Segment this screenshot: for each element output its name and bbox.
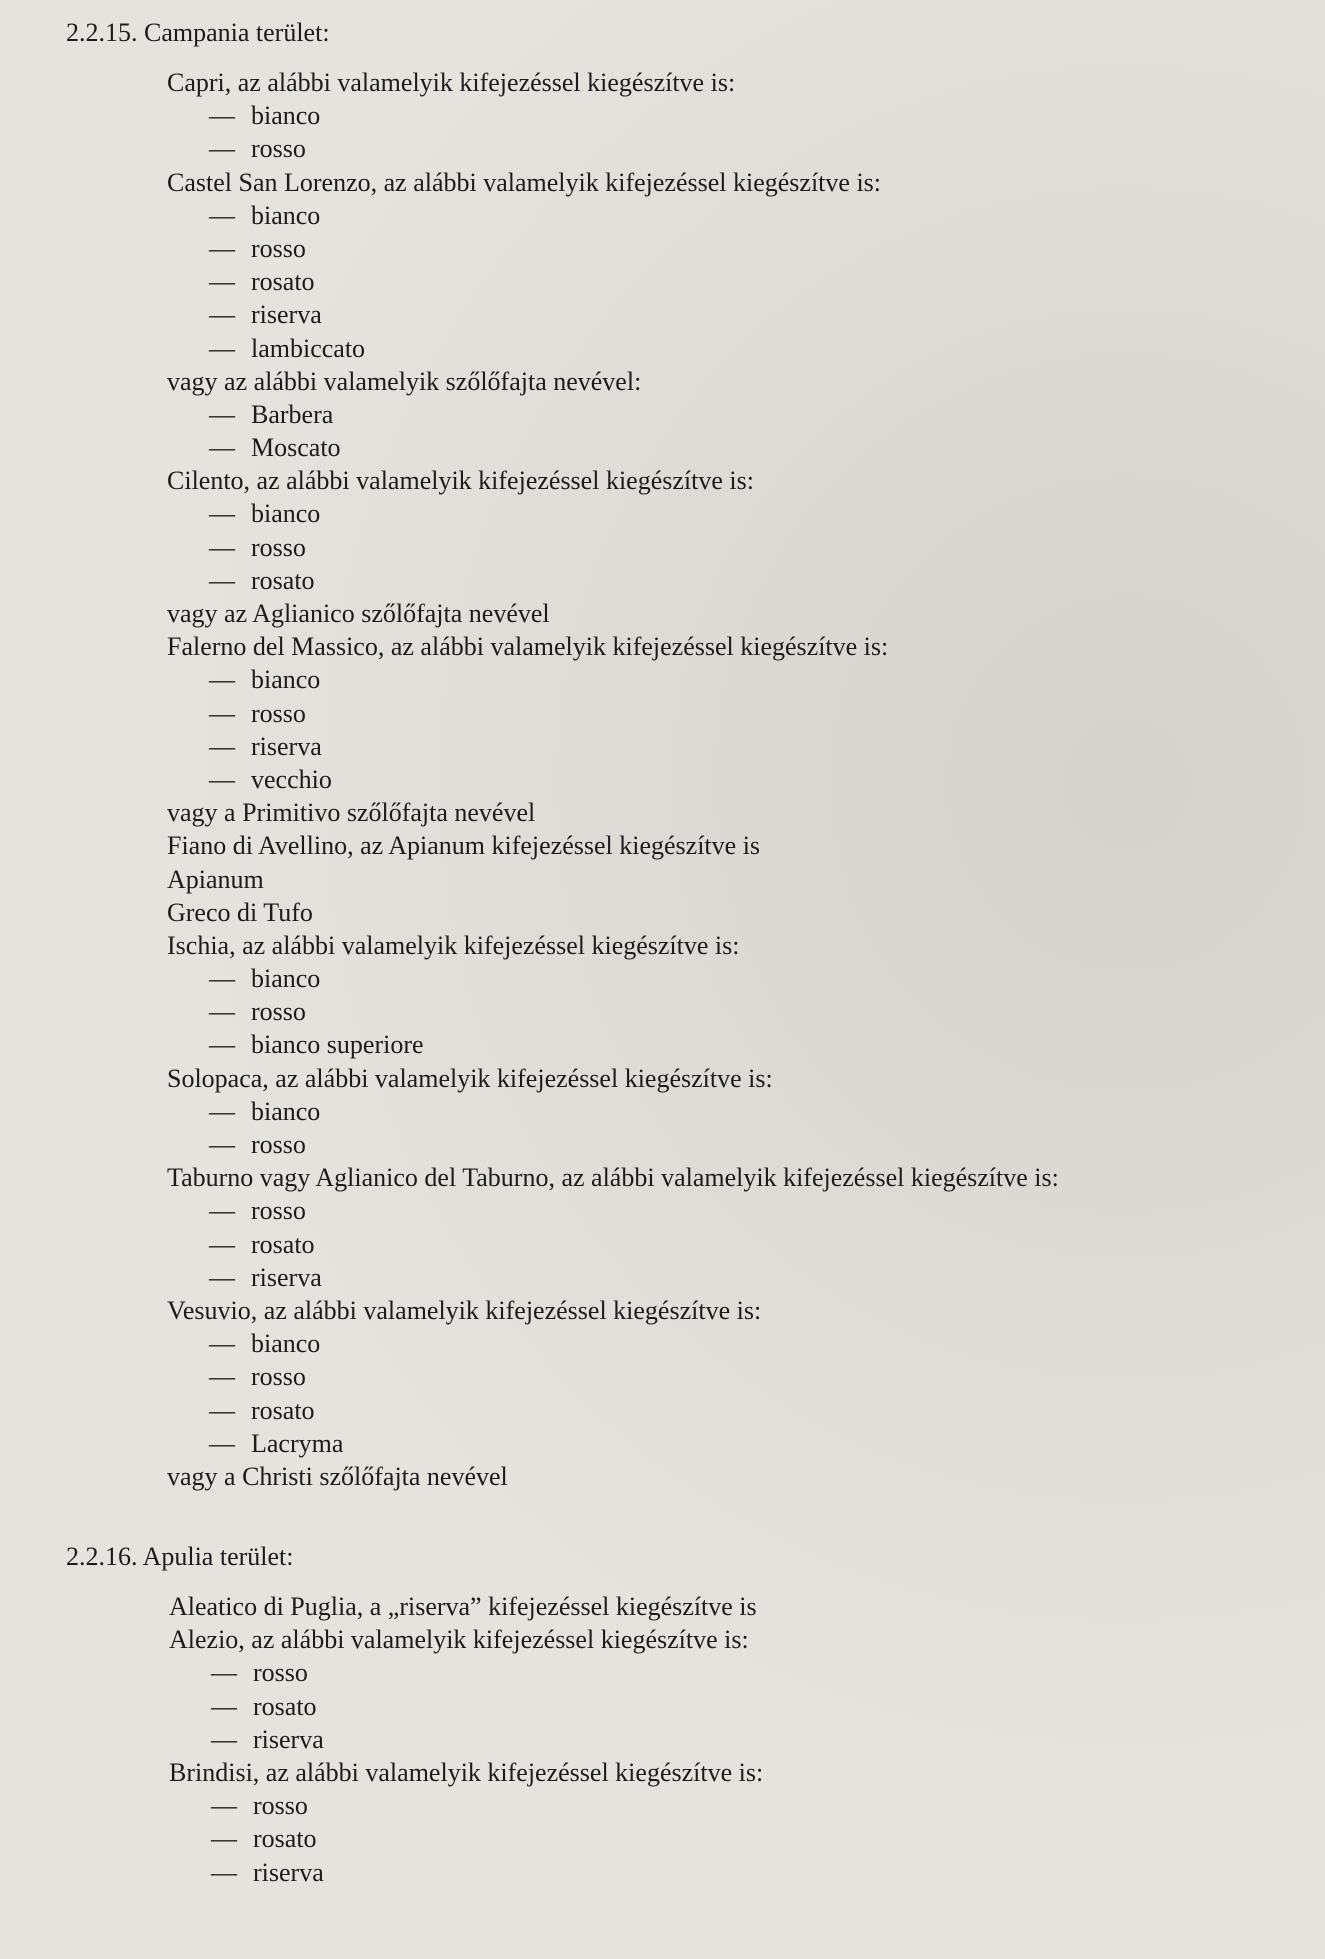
entry-text: Barbera xyxy=(251,399,334,429)
list-item xyxy=(167,1460,1059,1493)
list-subitem xyxy=(167,1261,1059,1294)
dash-bullet: — xyxy=(209,731,235,761)
entry-text: vagy a Primitivo szőlőfajta nevével xyxy=(167,798,536,828)
list-item xyxy=(167,365,1059,398)
entry-text: riserva xyxy=(251,731,322,761)
list-subitem xyxy=(167,199,1059,232)
entry-text: vagy az alábbi valamelyik szőlőfajta nevével: xyxy=(167,366,642,396)
entry-text: Brindisi, az alábbi valamelyik kifejezéssel kiegészítve is: xyxy=(169,1757,764,1787)
dash-bullet: — xyxy=(209,1395,235,1425)
dash-bullet: — xyxy=(209,1362,235,1392)
section-title: Apulia terület: xyxy=(142,1542,294,1571)
dash-bullet: — xyxy=(209,1196,235,1226)
dash-bullet: — xyxy=(209,764,235,794)
dash-bullet: — xyxy=(209,200,235,230)
dash-bullet: — xyxy=(209,698,235,728)
section-number: 2.2.15. xyxy=(66,18,138,47)
entry-text: riserva xyxy=(253,1724,324,1754)
list-item xyxy=(167,66,1059,99)
list-subitem xyxy=(167,132,1059,165)
entry-text: rosso xyxy=(251,1362,306,1392)
entry-text: rosato xyxy=(251,1395,315,1425)
entry-text: rosato xyxy=(251,1229,315,1259)
dash-bullet: — xyxy=(209,300,235,330)
dash-bullet: — xyxy=(209,1329,235,1359)
entry-text: rosso xyxy=(253,1791,308,1821)
entry-text: bianco xyxy=(251,200,321,230)
entry-text: Vesuvio, az alábbi valamelyik kifejezéssel kiegészítve is: xyxy=(167,1295,762,1325)
entry-text: rosato xyxy=(253,1691,317,1721)
entry-text: rosso xyxy=(251,698,306,728)
entry-text: rosato xyxy=(251,565,315,595)
dash-bullet: — xyxy=(211,1824,237,1854)
list-subitem xyxy=(167,564,1059,597)
list-item xyxy=(167,863,1059,896)
list-item xyxy=(167,896,1059,929)
list-subitem xyxy=(167,1228,1059,1261)
list-item xyxy=(167,796,1059,829)
entry-text: riserva xyxy=(251,300,322,330)
list-item xyxy=(167,166,1059,199)
list-subitem xyxy=(169,1723,763,1756)
dash-bullet: — xyxy=(209,1030,235,1060)
list-item xyxy=(167,630,1059,663)
dash-bullet: — xyxy=(209,1096,235,1126)
entry-text: bianco xyxy=(251,101,321,131)
list-subitem xyxy=(167,497,1059,530)
list-subitem xyxy=(167,1128,1059,1161)
dash-bullet: — xyxy=(211,1658,237,1688)
dash-bullet: — xyxy=(209,433,235,463)
entry-text: rosso xyxy=(251,1130,306,1159)
list-subitem xyxy=(167,232,1059,265)
list-subitem xyxy=(167,1394,1059,1427)
list-item xyxy=(167,597,1059,630)
list-subitem xyxy=(169,1690,763,1723)
dash-bullet: — xyxy=(209,101,235,131)
entry-text: Moscato xyxy=(251,433,341,463)
entry-text: vagy az Aglianico szőlőfajta nevével xyxy=(167,599,550,628)
entry-text: rosso xyxy=(251,1196,306,1226)
section-heading xyxy=(66,1542,293,1572)
entry-text: rosso xyxy=(251,233,306,263)
list-subitem xyxy=(167,1194,1059,1227)
list-subitem xyxy=(167,1360,1059,1393)
list-subitem xyxy=(167,398,1059,431)
entry-text: riserva xyxy=(251,1262,322,1292)
dash-bullet: — xyxy=(209,134,235,164)
list-subitem xyxy=(169,1656,763,1689)
list-item xyxy=(169,1590,763,1623)
dash-bullet: — xyxy=(209,1428,235,1458)
dash-bullet: — xyxy=(209,333,235,363)
list-subitem xyxy=(169,1856,763,1889)
entry-text: bianco xyxy=(251,499,321,529)
list-item xyxy=(169,1756,763,1789)
list-item xyxy=(167,464,1059,497)
dash-bullet: — xyxy=(209,997,235,1027)
list-item xyxy=(169,1623,763,1656)
section-entry-list xyxy=(169,1590,763,1889)
entry-text: vecchio xyxy=(251,764,332,794)
list-subitem xyxy=(169,1822,763,1855)
entry-text: Taburno vagy Aglianico del Taburno, az alábbi valamelyik kifejezéssel kiegészítve is: xyxy=(167,1163,1059,1193)
dash-bullet: — xyxy=(209,499,235,529)
entry-text: Fiano di Avellino, az Apianum kifejezéssel kiegészítve is xyxy=(167,831,761,861)
list-item xyxy=(167,1062,1059,1095)
list-item xyxy=(167,1294,1059,1327)
entry-text: Apianum xyxy=(167,864,264,894)
dash-bullet: — xyxy=(209,665,235,695)
list-subitem xyxy=(169,1789,763,1822)
dash-bullet: — xyxy=(209,399,235,429)
entry-text: Castel San Lorenzo, az alábbi valamelyik kifejezéssel kiegészítve is: xyxy=(167,167,882,197)
dash-bullet: — xyxy=(209,1262,235,1292)
entry-text: vagy a Christi szőlőfajta nevével xyxy=(167,1461,508,1491)
entry-text: riserva xyxy=(253,1857,324,1887)
list-subitem xyxy=(167,265,1059,298)
dash-bullet: — xyxy=(211,1691,237,1721)
list-subitem xyxy=(167,730,1059,763)
list-item xyxy=(167,829,1059,862)
entry-text: bianco xyxy=(251,1096,321,1126)
list-subitem xyxy=(167,1095,1059,1128)
dash-bullet: — xyxy=(209,532,235,562)
dash-bullet: — xyxy=(209,964,235,994)
list-subitem xyxy=(167,1028,1059,1061)
entry-text: Alezio, az alábbi valamelyik kifejezéssel kiegészítve is: xyxy=(169,1625,749,1655)
list-subitem xyxy=(167,531,1059,564)
entry-text: rosso xyxy=(251,532,306,562)
dash-bullet: — xyxy=(211,1791,237,1821)
dash-bullet: — xyxy=(211,1857,237,1887)
list-subitem xyxy=(167,995,1059,1028)
list-subitem xyxy=(167,763,1059,796)
entry-text: lambiccato xyxy=(251,333,366,363)
section-number: 2.2.16. xyxy=(66,1542,138,1571)
list-subitem xyxy=(167,298,1059,331)
list-item xyxy=(167,929,1059,962)
section-entry-list xyxy=(167,66,1059,1493)
entry-text: Cilento, az alábbi valamelyik kifejezéssel kiegészítve is: xyxy=(167,466,754,496)
list-subitem xyxy=(167,1427,1059,1460)
entry-text: Aleatico di Puglia, a „riserva” kifejezéssel kiegészítve is xyxy=(169,1592,757,1621)
entry-text: bianco xyxy=(251,665,321,695)
entry-text: bianco xyxy=(251,1329,321,1359)
dash-bullet: — xyxy=(209,233,235,263)
entry-text: Greco di Tufo xyxy=(167,897,313,927)
list-subitem xyxy=(167,99,1059,132)
entry-text: bianco xyxy=(251,964,321,994)
entry-text: rosso xyxy=(253,1658,308,1688)
entry-text: Ischia, az alábbi valamelyik kifejezéssel kiegészítve is: xyxy=(167,930,740,960)
dash-bullet: — xyxy=(211,1724,237,1754)
entry-text: rosso xyxy=(251,997,306,1027)
entry-text: rosso xyxy=(251,134,306,164)
entry-text: Falerno del Massico, az alábbi valamelyik kifejezéssel kiegészítve is: xyxy=(167,632,889,662)
section-heading xyxy=(66,18,330,48)
dash-bullet: — xyxy=(209,565,235,595)
list-subitem xyxy=(167,962,1059,995)
list-subitem xyxy=(167,332,1059,365)
dash-bullet: — xyxy=(209,1229,235,1259)
dash-bullet: — xyxy=(209,1130,235,1159)
list-subitem xyxy=(167,1327,1059,1360)
list-subitem xyxy=(167,663,1059,696)
entry-text: rosato xyxy=(253,1824,317,1854)
section-title: Campania terület: xyxy=(144,18,330,47)
list-subitem xyxy=(167,431,1059,464)
entry-text: Solopaca, az alábbi valamelyik kifejezéssel kiegészítve is: xyxy=(167,1063,773,1093)
list-subitem xyxy=(167,697,1059,730)
entry-text: Lacryma xyxy=(251,1428,344,1458)
entry-text: Capri, az alábbi valamelyik kifejezéssel kiegészítve is: xyxy=(167,68,736,97)
entry-text: bianco superiore xyxy=(251,1030,424,1060)
list-item xyxy=(167,1161,1059,1194)
entry-text: rosato xyxy=(251,267,315,297)
dash-bullet: — xyxy=(209,267,235,297)
